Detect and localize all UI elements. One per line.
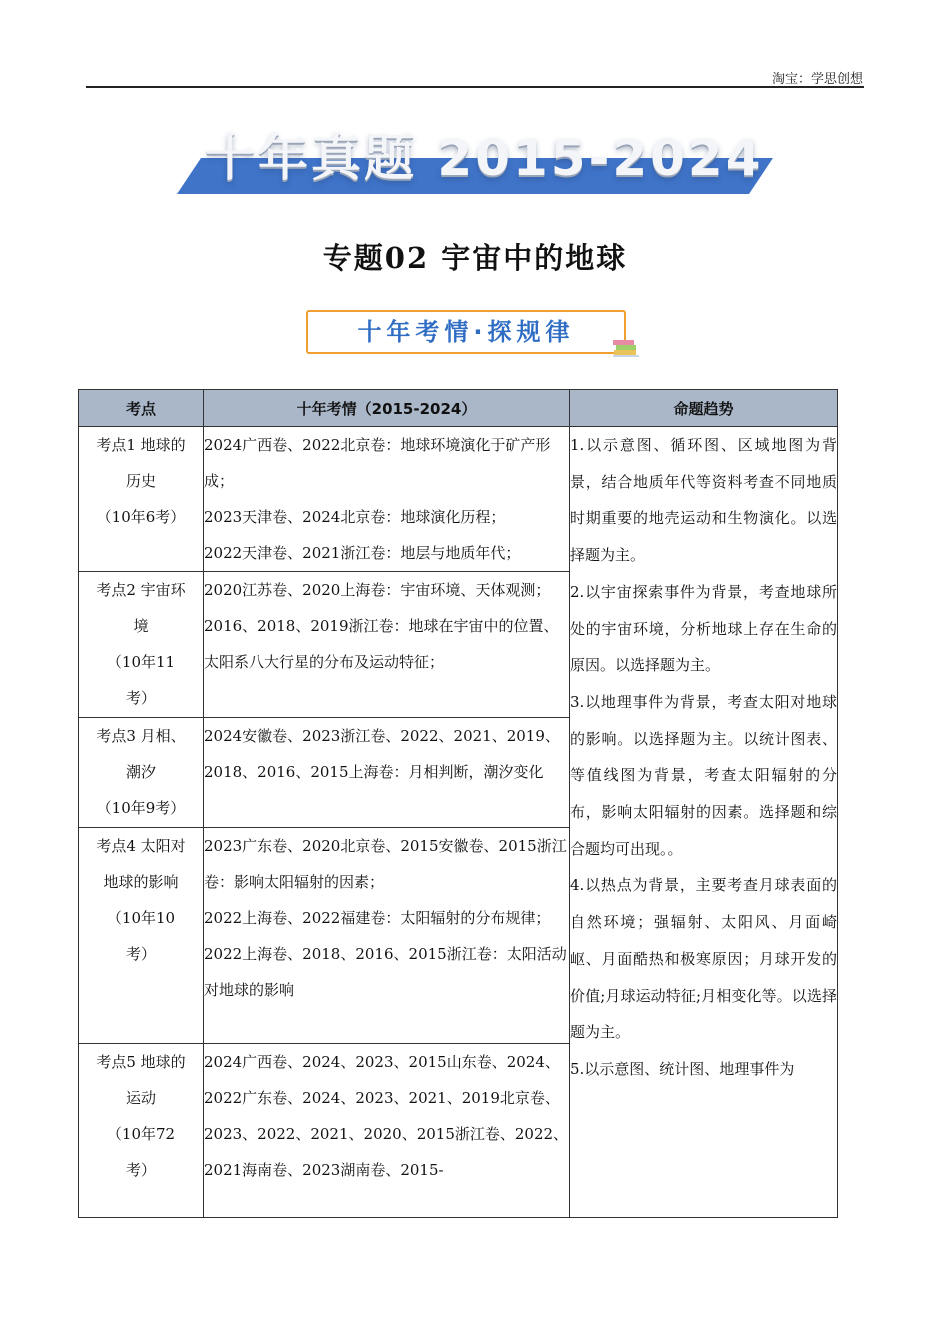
point-cell (79, 572, 204, 718)
point-line: 历史 (125, 472, 156, 490)
trend-cell (570, 427, 838, 1218)
history-item: 2024广西卷、2022北京卷：地球环境演化于矿产形成； (204, 436, 551, 490)
history-item: 2024安徽卷、2023浙江卷、2022、2021、2019、2018、2016、2015上海卷：月相判断，潮汐变化 (204, 727, 560, 781)
point-line: （10年11 (106, 653, 176, 671)
history-item: 2016、2018、2019浙江卷：地球在宇宙中的位置、太阳系八大行星的分布及运动特征； (204, 617, 559, 671)
history-item: 2024广西卷、2024、2023、2015山东卷、2024、2022广东卷、2024、2023、2021、2019北京卷、2023、2022、2021、2020、2015浙江卷、2022、2021海南卷、2023湖南卷、2015- (204, 1053, 569, 1179)
history-item: 2022天津卷、2021浙江卷：地层与地质年代； (204, 544, 521, 562)
point-line: （10年9考） (96, 799, 186, 817)
point-line: 考点1 地球的 (96, 436, 186, 454)
history-item: 2020江苏卷、2020上海卷：宇宙环境、天体观测； (204, 581, 551, 599)
table-row (79, 427, 838, 572)
title-banner (177, 128, 773, 194)
point-line: 考点5 地球的 (96, 1053, 186, 1071)
point-line: 境 (133, 617, 149, 635)
history-item: 2023天津卷、2024北京卷：地球演化历程； (204, 508, 506, 526)
point-cell (79, 718, 204, 828)
point-line: （10年10 (106, 909, 176, 927)
point-line: 地球的影响 (103, 873, 179, 891)
history-cell (204, 1044, 570, 1218)
header-rule (86, 86, 864, 88)
point-line: 考） (125, 1161, 156, 1179)
column-header-trend: 命题趋势 (570, 390, 838, 427)
trend-item: 1.以示意图、循环图、区域地图为背景，结合地质年代等资料考查不同地质时期重要的地壳运动和生物演化。以选择题为主。 (570, 436, 837, 565)
trend-item: 5.以示意图、统计图、地理事件为 (570, 1059, 795, 1078)
point-line: 运动 (125, 1089, 156, 1107)
header-note: 淘宝：学思创想 (771, 72, 863, 87)
column-header-point: 考点 (79, 390, 204, 427)
point-line: （10年72 (106, 1125, 176, 1143)
table-header-row (79, 390, 838, 427)
section-subtitle: 十年考情·探规律 (306, 310, 626, 354)
exam-table (78, 389, 838, 1218)
history-item: 2022上海卷、2022福建卷：太阳辐射的分布规律； (204, 909, 551, 927)
point-line: 考点3 月相、 (96, 727, 186, 745)
column-header-history: 十年考情（2015-2024） (204, 390, 570, 427)
history-item: 2023广东卷、2020北京卷、2015安徽卷、2015浙江卷：影响太阳辐射的因素； (204, 837, 567, 891)
banner-text: 十年真题 2015-2024 (205, 129, 764, 187)
history-item: 2022上海卷、2018、2016、2015浙江卷：太阳活动对地球的影响 (204, 945, 567, 999)
point-line: 考点4 太阳对 (96, 837, 186, 855)
history-cell (204, 828, 570, 1044)
page-title: 专题02 宇宙中的地球 (322, 241, 628, 275)
point-cell (79, 1044, 204, 1218)
history-cell (204, 572, 570, 718)
point-cell (79, 427, 204, 572)
point-line: 考） (125, 689, 156, 707)
point-line: 潮汐 (125, 763, 156, 781)
history-cell (204, 718, 570, 828)
trend-item: 3.以地理事件为背景，考查太阳对地球的影响。以选择题为主。以统计图表、等值线图为背景，考查太阳辐射的分布，影响太阳辐射的因素。选择题和综合题均可出现。。 (570, 692, 837, 858)
history-cell (204, 427, 570, 572)
point-line: 考点2 宇宙环 (96, 581, 186, 599)
point-line: 考） (125, 945, 156, 963)
point-line: （10年6考） (96, 508, 186, 526)
books-icon (612, 336, 640, 358)
trend-item: 4.以热点为背景，主要考查月球表面的自然环境；强辐射、太阳风、月面崎岖、月面酷热和极寒原因；月球开发的价值;月球运动特征;月相变化等。以选择题为主。 (570, 876, 837, 1042)
trend-item: 2.以宇宙探索事件为背景，考查地球所处的宇宙环境，分析地球上存在生命的原因。以选择题为主。 (570, 582, 837, 675)
point-cell (79, 828, 204, 1044)
